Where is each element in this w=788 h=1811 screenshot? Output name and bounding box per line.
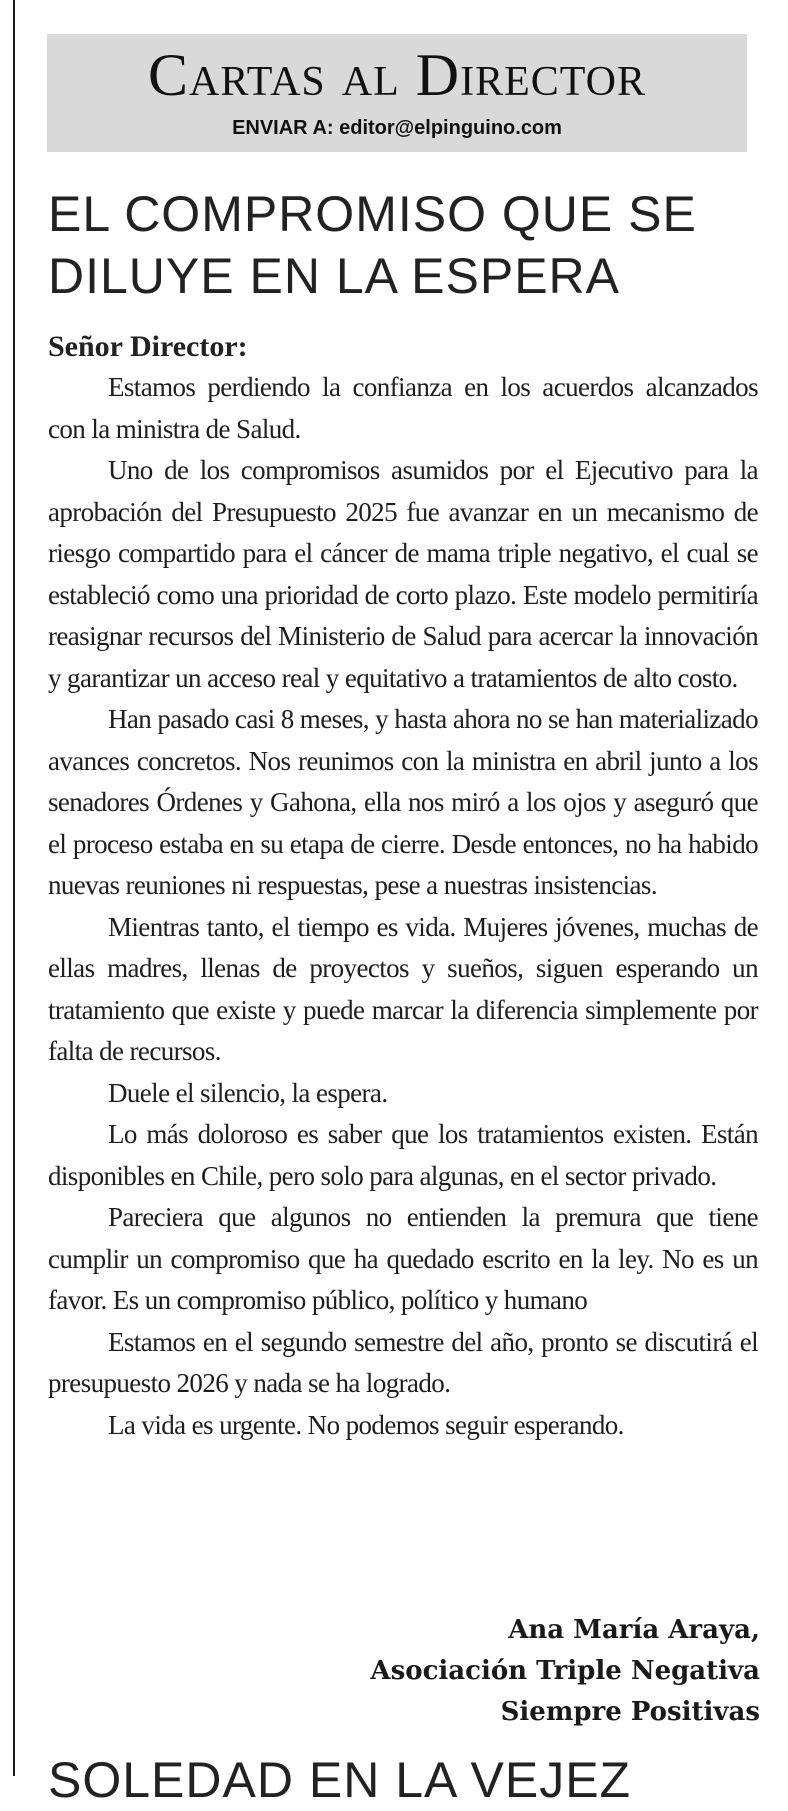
send-to-email: ENVIAR A: editor@elpinguino.com [232, 117, 562, 139]
salutation: Señor Director: [48, 330, 248, 363]
column-rule [13, 0, 15, 1776]
next-letter-headline: SOLEDAD EN LA VEJEZ [48, 1752, 632, 1808]
paragraph: Lo más doloroso es saber que los tratamientos existen. Están disponibles en Chile, pero solo para algunas, en el sector privado. [48, 1119, 758, 1191]
paragraph: Han pasado casi 8 meses, y hasta ahora no se han materializado avances concretos. Nos reunimos con la ministra en abril junto a los senadores Órdenes y Gahona, ella nos miró a los ojos y aseguró que el proceso estaba en su etapa de cierre. Desde entonces, no ha habido nuevas reuniones ni respuestas, pese a nuestras insistencias. [48, 704, 758, 900]
letter-body [48, 367, 758, 1446]
paragraph: Estamos perdiendo la confianza en los acuerdos alcanzados con la ministra de Salud. [48, 372, 758, 444]
signature-name: Ana María Araya, [508, 1615, 760, 1645]
paragraph: Duele el silencio, la espera. [108, 1077, 388, 1108]
paragraph: Uno de los compromisos asumidos por el Ejecutivo para la aprobación del Presupuesto 2025 fue avanzar en un mecanismo de riesgo compartido para el cáncer de mama triple negativo, el cual se estableció como una prioridad de corto plazo. Este modelo permitiría reasignar recursos del Ministerio de Salud para acercar la innovación y garantizar un acceso real y equitativo a tratamientos de alto costo. [48, 455, 758, 693]
signature-block [370, 1610, 760, 1733]
signature-org-line1: Asociación Triple Negativa [370, 1656, 760, 1686]
signature-org-line2: Siempre Positivas [500, 1697, 760, 1727]
section-header [47, 34, 747, 152]
paragraph: Pareciera que algunos no entienden la premura que tiene cumplir un compromiso que ha quedado escrito en la ley. No es un favor. Es un compromiso público, político y humano [48, 1202, 758, 1315]
letter-headline: EL COMPROMISO QUE SE DILUYE EN LA ESPERA [48, 186, 697, 304]
section-title: Cartas al Director [147, 42, 647, 108]
paragraph: La vida es urgente. No podemos seguir esperando. [108, 1409, 624, 1440]
paragraph: Mientras tanto, el tiempo es vida. Mujeres jóvenes, muchas de ellas madres, llenas de proyectos y sueños, siguen esperando un tratamiento que existe y puede marcar la diferencia simplemente por falta de recursos. [48, 911, 758, 1066]
paragraph: Estamos en el segundo semestre del año, pronto se discutirá el presupuesto 2026 y nada se ha logrado. [48, 1326, 758, 1398]
